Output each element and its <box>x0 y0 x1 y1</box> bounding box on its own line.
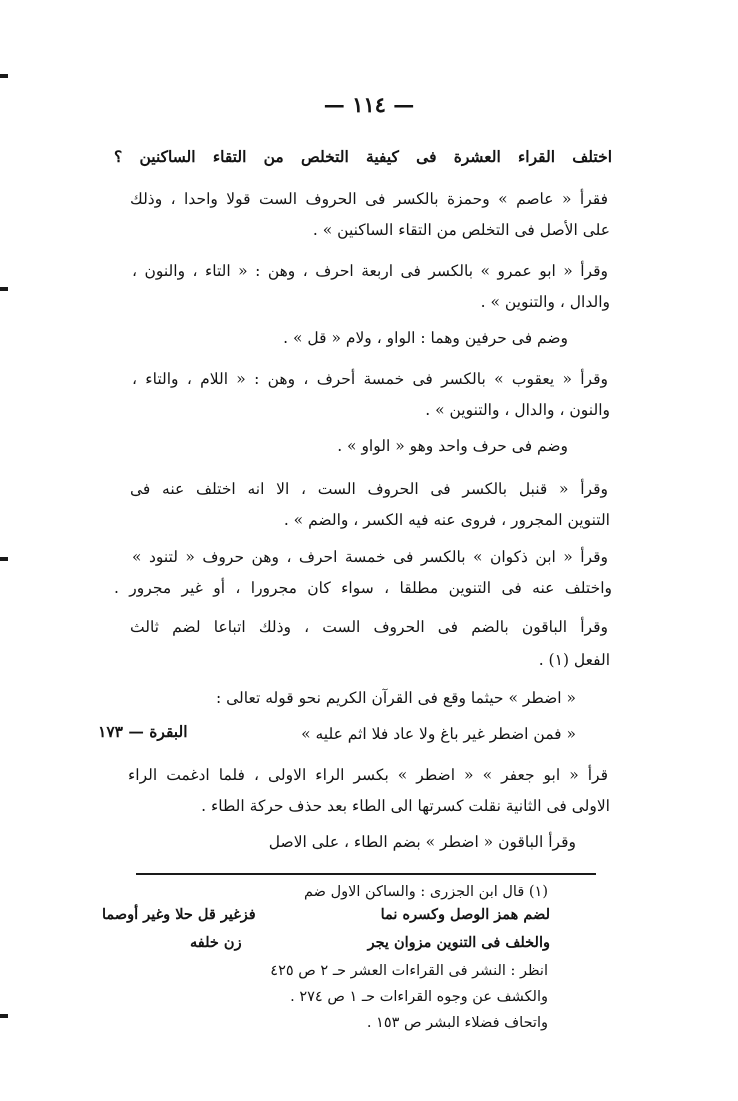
footnote-reference: واتحاف فضلاء البشر ص ١٥٣ . <box>366 1015 548 1031</box>
scan-edge-mark <box>0 287 8 291</box>
footnote-divider <box>136 873 596 875</box>
footnote-verse-hemistich: والخلف فى التنوين مزوان يجر <box>367 934 550 951</box>
footnote-reference: انظر : النشر فى القراءات العشر حـ ٢ ص ٤٢٥ <box>270 963 548 979</box>
body-line: وضم فى حرف واحد وهو « الواو » . <box>337 437 568 455</box>
body-line: التنوين المجرور ، فروى عنه فيه الكسر ، والضم » . <box>283 511 610 529</box>
body-line: وقرأ الباقون بالضم فى الحروف الست ، وذلك اتباعا لضم ثالث <box>130 618 608 636</box>
body-line: قرأ « ابو جعفر » « اضطر » بكسر الراء الاولى ، فلما ادغمت الراء <box>128 766 608 784</box>
footnote-reference: والكشف عن وجوه القراءات حـ ١ ص ٢٧٤ . <box>290 989 548 1005</box>
body-line: على الأصل فى التخلص من التقاء الساكنين » . <box>312 221 610 239</box>
body-line: وقرأ « قنبل بالكسر فى الحروف الست ، الا انه اختلف عنه فى <box>130 480 608 498</box>
verse-reference: البقرة — ١٧٣ <box>98 722 188 741</box>
body-line: واختلف عنه فى التنوين مطلقا ، سواء كان مجرورا ، أو غير مجرور . <box>114 579 612 597</box>
body-line: الفعل (١) . <box>538 651 610 669</box>
body-line: وضم فى حرفين وهما : الواو ، ولام « قل » . <box>283 329 568 347</box>
section-heading: اختلف القراء العشرة فى كيفية التخلص من التقاء الساكنين ؟ <box>114 147 613 166</box>
body-line: وقرأ « ابو عمرو » بالكسر فى اربعة احرف ، وهن : « التاء ، والنون ، <box>132 262 608 280</box>
body-line: والدال ، والتنوين » . <box>480 293 610 311</box>
footnote-verse-hemistich: لضم همز الوصل وكسره نما <box>380 906 550 923</box>
footnote-verse-hemistich: فزغير قل حلا وغير أوصما <box>102 906 256 923</box>
body-line: فقرأ « عاصم » وحمزة بالكسر فى الحروف الست قولا واحدا ، وذلك <box>130 190 608 208</box>
body-line: وقرأ الباقون « اضطر » بضم الطاء ، على الاصل <box>268 833 576 851</box>
scan-edge-mark <box>0 1014 8 1018</box>
body-line: والنون ، والدال ، والتنوين » . <box>425 401 610 419</box>
quran-verse: « فمن اضطر غير باغ ولا عاد فلا اثم عليه » <box>301 725 576 743</box>
body-line: الاولى فى الثانية نقلت كسرتها الى الطاء بعد حذف حركة الطاء . <box>201 797 610 815</box>
scan-edge-mark <box>0 74 8 78</box>
page-number: — ١١٤ — <box>323 92 415 117</box>
body-line: وقرأ « يعقوب » بالكسر فى خمسة أحرف ، وهن : « اللام ، والتاء ، <box>132 370 608 388</box>
footnote-line: (١) قال ابن الجزرى : والساكن الاول ضم <box>304 884 548 900</box>
body-line: وقرأ « ابن ذكوان » بالكسر فى خمسة احرف ، وهن حروف « لتنود » <box>132 548 608 566</box>
footnote-verse-hemistich: زن خلفه <box>190 934 242 951</box>
scan-edge-mark <box>0 557 8 561</box>
body-line: « اضطر » حيثما وقع فى القرآن الكريم نحو قوله تعالى : <box>215 689 576 707</box>
